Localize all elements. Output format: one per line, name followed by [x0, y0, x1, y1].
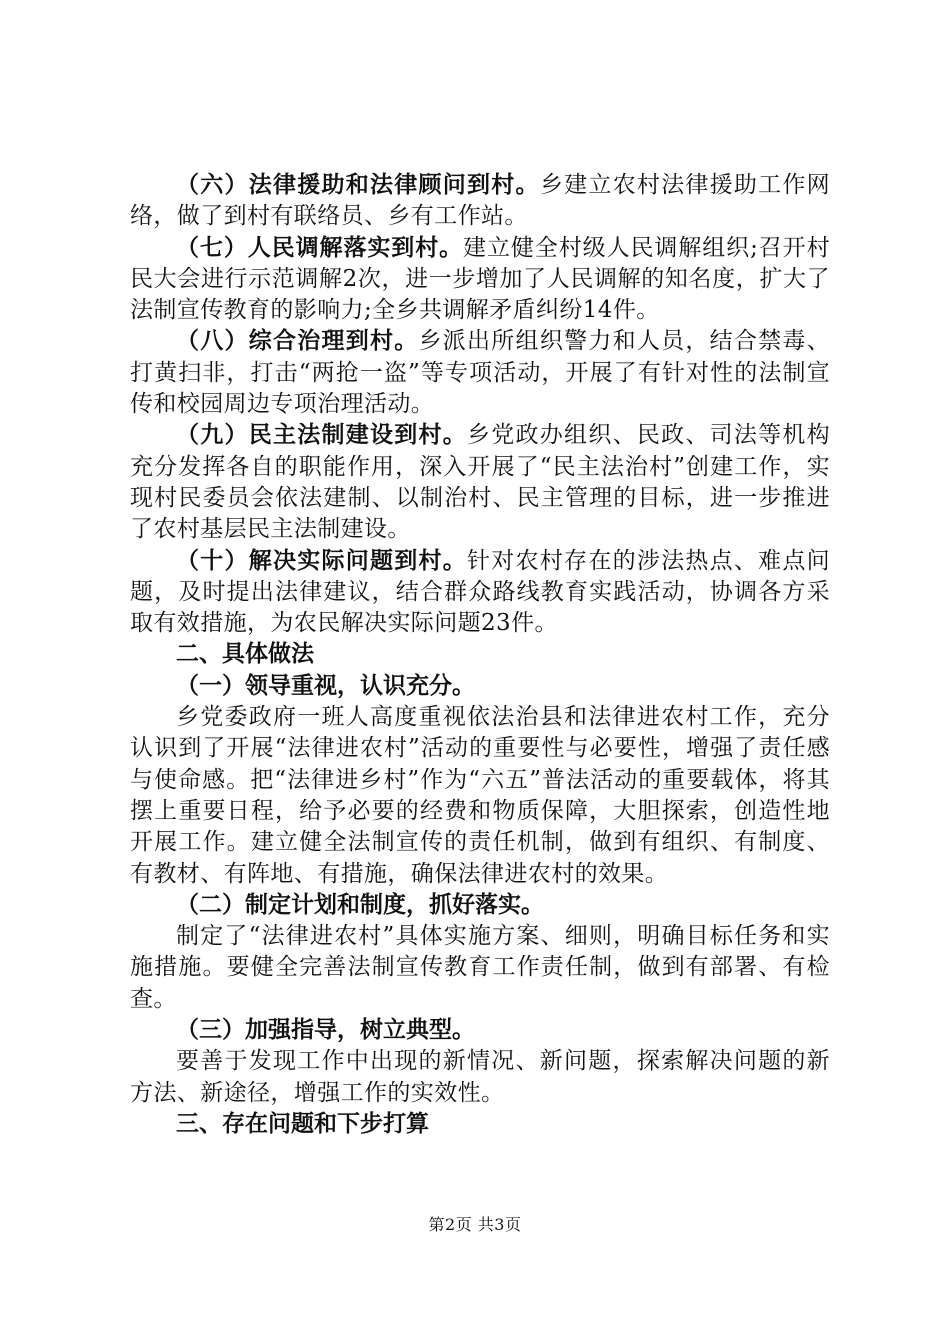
paragraph-text: 乡党政办组织、民政、司法等机构充分发挥各自的职能作用，深入开展了“民主法治村”创建工作，实现村民委员会依法建制、以制治村、民主管理的目标，进一步推进了农村基层民主法制建设。: [130, 422, 830, 543]
paragraph-text: 针对农村存在的涉法热点、难点问题，及时提出法律建议，结合群众路线教育实践活动，协调各方采取有效措施，为农民解决实际问题23件。: [130, 547, 830, 637]
page-number-footer: 第2页 共3页: [428, 1215, 522, 1234]
paragraph-governance: [130, 326, 830, 420]
paragraph-lead: （六）法律援助和法律顾问到村。: [176, 172, 540, 198]
subsection-heading-guidance: （三）加强指导，树立典型。: [176, 1017, 475, 1044]
paragraph-lead: （七）人民调解落实到村。: [176, 234, 464, 261]
section-heading-issues: 三、存在问题和下步打算: [176, 1110, 429, 1137]
paragraph-text: 乡派出所组织警力和人员，结合禁毒、打黄扫非，打击“两抢一盗”等专项活动，开展了有针对性的法制宣传和校园周边专项治理活动。: [130, 328, 831, 418]
document-body: [130, 170, 830, 1140]
paragraph-democracy: [130, 420, 830, 545]
paragraph-legal-aid: [130, 170, 830, 233]
subsection-heading-planning: （二）制定计划和制度，抓好落实。: [176, 891, 544, 918]
section-heading-methods: 二、具体做法: [176, 641, 314, 668]
paragraph-problems: [130, 546, 830, 640]
paragraph-lead: （十）解决实际问题到村。: [176, 547, 468, 574]
paragraph-lead: （八）综合治理到村。: [176, 328, 419, 355]
paragraph-text: 乡建立农村法律援助工作网络，做了到村有联络员、乡有工作站。: [130, 172, 830, 230]
paragraph-guidance: 要善于发现工作中出现的新情况、新问题，探索解决问题的新方法、新途径，增强工作的实效性。: [130, 1048, 830, 1106]
paragraph-mediation: [130, 233, 830, 327]
paragraph-leadership: 乡党委政府一班人高度重视依法治县和法律进农村工作，充分认识到了开展“法律进农村”活动的重要性与必要性，增强了责任感与使命感。把“法律进乡村”作为“六五”普法活动的重要载体，将其摆上重要日程，给予必要的经费和物质保障，大胆探索，创造性地开展工作。建立健全法制宣传的责任机制，做到有组织、有制度、有教材、有阵地、有措施，确保法律进农村的效果。: [130, 704, 830, 887]
paragraph-text: 建立健全村级人民调解组织;召开村民大会进行示范调解2次，进一步增加了人民调解的知名度，扩大了法制宣传教育的影响力;全乡共调解矛盾纠纷14件。: [130, 234, 830, 324]
paragraph-planning: 制定了“法律进农村”具体实施方案、细则，明确目标任务和实施措施。要健全完善法制宣传教育工作责任制，做到有部署、有检查。: [130, 923, 830, 1012]
paragraph-lead: （九）民主法制建设到村。: [176, 422, 468, 449]
subsection-heading-leadership: （一）领导重视，认识充分。: [176, 672, 475, 699]
